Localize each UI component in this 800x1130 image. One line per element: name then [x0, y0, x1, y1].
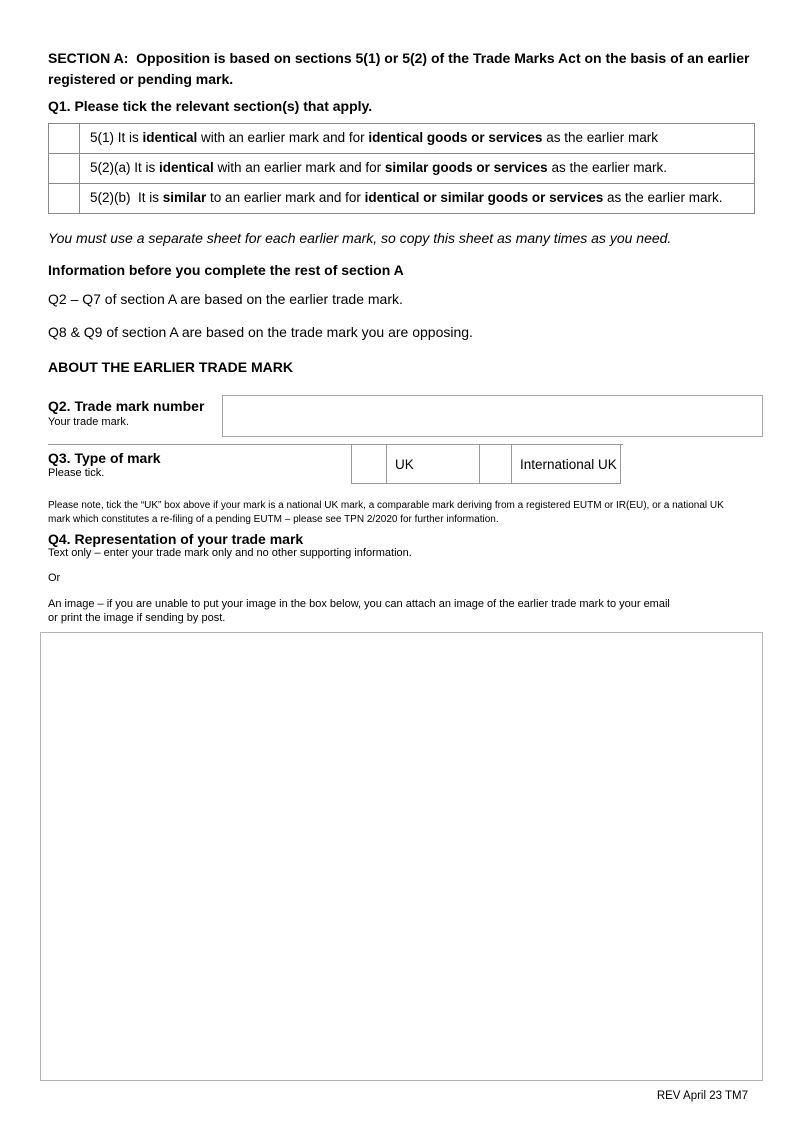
q1-option-text-5-2b	[80, 184, 754, 213]
q2-label: Q2. Trade mark number	[48, 398, 205, 414]
trade-mark-representation-box[interactable]	[40, 632, 763, 1081]
q1-text-segment: to an earlier mark and for	[206, 190, 365, 205]
q3-option-uk-label: UK	[387, 445, 480, 483]
separate-sheet-note: You must use a separate sheet for each earlier mark, so copy this sheet as many times as you need.	[48, 230, 672, 246]
q1-options-table	[48, 123, 755, 214]
q1-option-text-5-2a	[80, 154, 754, 183]
checkbox-5-2a[interactable]	[49, 154, 80, 183]
q3-note: Please note, tick the “UK” box above if your mark is a national UK mark, a comparable mark deriving from a registered EUTM or IR(EU), or a national UK mark which constitutes a re-filing of a pending EUTM – please see TPN 2/2020 for further information.	[48, 500, 727, 525]
q1-text-segment-bold: similar	[162, 190, 207, 205]
q3-option-international-uk-label: International UK	[520, 456, 617, 472]
q1-text-segment-bold: identical goods or services	[368, 130, 543, 145]
q1-row-5-2a	[49, 153, 754, 183]
q1-text-segment: with an earlier mark and for	[213, 160, 385, 175]
checkbox-international-uk[interactable]	[480, 445, 512, 483]
info-heading: Information before you complete the rest of section A	[48, 262, 404, 278]
q2-sublabel: Your trade mark.	[48, 416, 129, 428]
q1-text-segment-bold: identical	[159, 160, 214, 175]
q4-label: Q4. Representation of your trade mark	[48, 531, 304, 547]
q1-text-segment: 5(2)(a) It is	[90, 160, 160, 175]
checkbox-uk[interactable]	[352, 445, 387, 483]
q3-sublabel: Please tick.	[48, 467, 105, 479]
q1-text-segment: 5(1) It is	[90, 130, 143, 145]
checkbox-5-1[interactable]	[49, 124, 80, 153]
q4-image-line-2: or print the image if sending by post.	[48, 612, 226, 624]
q3-label: Q3. Type of mark	[48, 450, 161, 466]
q4-image-line-1: An image – if you are unable to put your image in the box below, you can attach an image of the earlier trade mark to your email	[48, 598, 670, 610]
q4-or-label: Or	[48, 572, 61, 584]
q1-text-segment-bold: identical	[142, 130, 198, 145]
q1-row-5-1	[49, 124, 754, 153]
q1-row-5-2b	[49, 183, 754, 213]
trade-mark-number-input[interactable]	[222, 395, 763, 437]
q1-text-segment: 5(2)(b) It is	[90, 190, 163, 205]
q1-text-segment: as the earlier mark	[542, 130, 658, 145]
checkbox-5-2b[interactable]	[49, 184, 80, 213]
q1-text-segment-bold: identical or similar goods or services	[364, 190, 604, 205]
info-line-1: Q2 – Q7 of section A are based on the earlier trade mark.	[48, 291, 403, 307]
q1-option-text-5-1	[80, 124, 754, 153]
footer-rev-label: REV April 23 TM7	[656, 1090, 748, 1102]
info-line-2: Q8 & Q9 of section A are based on the trade mark you are opposing.	[48, 324, 473, 340]
q4-text-only-line: Text only – enter your trade mark only and no other supporting information.	[48, 547, 412, 559]
q1-text-segment-bold: similar goods or services	[384, 160, 548, 175]
q1-label: Q1. Please tick the relevant section(s) that apply.	[48, 98, 373, 114]
q3-type-table	[351, 444, 621, 484]
q1-text-segment: as the earlier mark.	[603, 190, 723, 205]
q1-text-segment: as the earlier mark.	[547, 160, 667, 175]
q1-text-segment: with an earlier mark and for	[197, 130, 369, 145]
section-a-heading: SECTION A: Opposition is based on sections 5(1) or 5(2) of the Trade Marks Act on the basis of an earlier registered or pending mark.	[48, 50, 754, 87]
about-heading: ABOUT THE EARLIER TRADE MARK	[48, 359, 293, 375]
